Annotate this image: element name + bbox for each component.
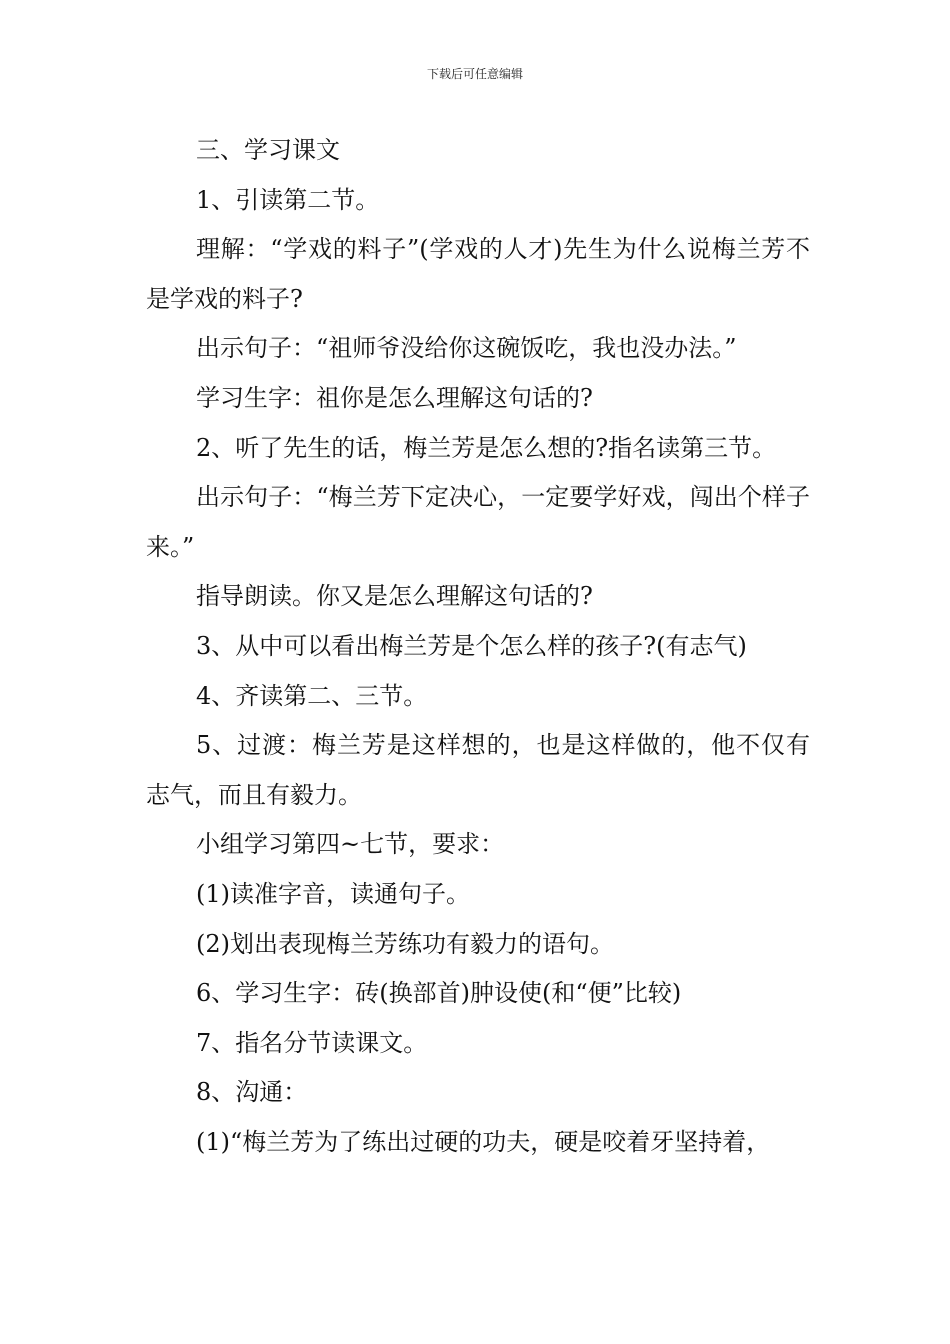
paragraph: 7、指名分节读课文。 [196, 1028, 428, 1057]
paragraph: 指导朗读。你又是怎么理解这句话的? [196, 582, 593, 611]
section-heading: 三、学习课文 [196, 136, 340, 164]
paragraph: 2、听了先生的话，梅兰芳是怎么想的?指名读第三节。 [196, 433, 777, 462]
paragraph: 5、过渡：梅兰芳是这样想的，也是这样做的，他不仅有志气，而且有毅力。 [146, 731, 810, 809]
paragraph: 出示句子：“梅兰芳下定决心，一定要学好戏，闯出个样子来。” [146, 483, 810, 561]
paragraph: (2)划出表现梅兰芳练功有毅力的语句。 [196, 929, 614, 958]
paragraph: 1、引读第二节。 [196, 185, 380, 214]
paragraph: 出示句子：“祖师爷没给你这碗饭吃，我也没办法。” [196, 334, 737, 363]
paragraph: (1)“梅兰芳为了练出过硬的功夫，硬是咬着牙坚持着， [196, 1127, 771, 1156]
document-body [146, 126, 810, 1167]
paragraph: (1)读准字音，读通句子。 [196, 879, 470, 908]
paragraph: 学习生字：祖你是怎么理解这句话的? [196, 383, 593, 412]
paragraph: 6、学习生字：砖(换部首)肿设使(和“便”比较) [196, 979, 682, 1008]
paragraph: 8、沟通： [196, 1078, 308, 1107]
paragraph: 3、从中可以看出梅兰芳是个怎么样的孩子?(有志气) [196, 631, 747, 660]
paragraph: 小组学习第四~七节，要求： [196, 830, 505, 859]
paragraph: 4、齐读第二、三节。 [196, 681, 428, 710]
page-header: 下载后可任意编辑 [426, 67, 523, 81]
paragraph: 理解：“学戏的料子”(学戏的人才)先生为什么说梅兰芳不是学戏的料子? [146, 235, 810, 313]
